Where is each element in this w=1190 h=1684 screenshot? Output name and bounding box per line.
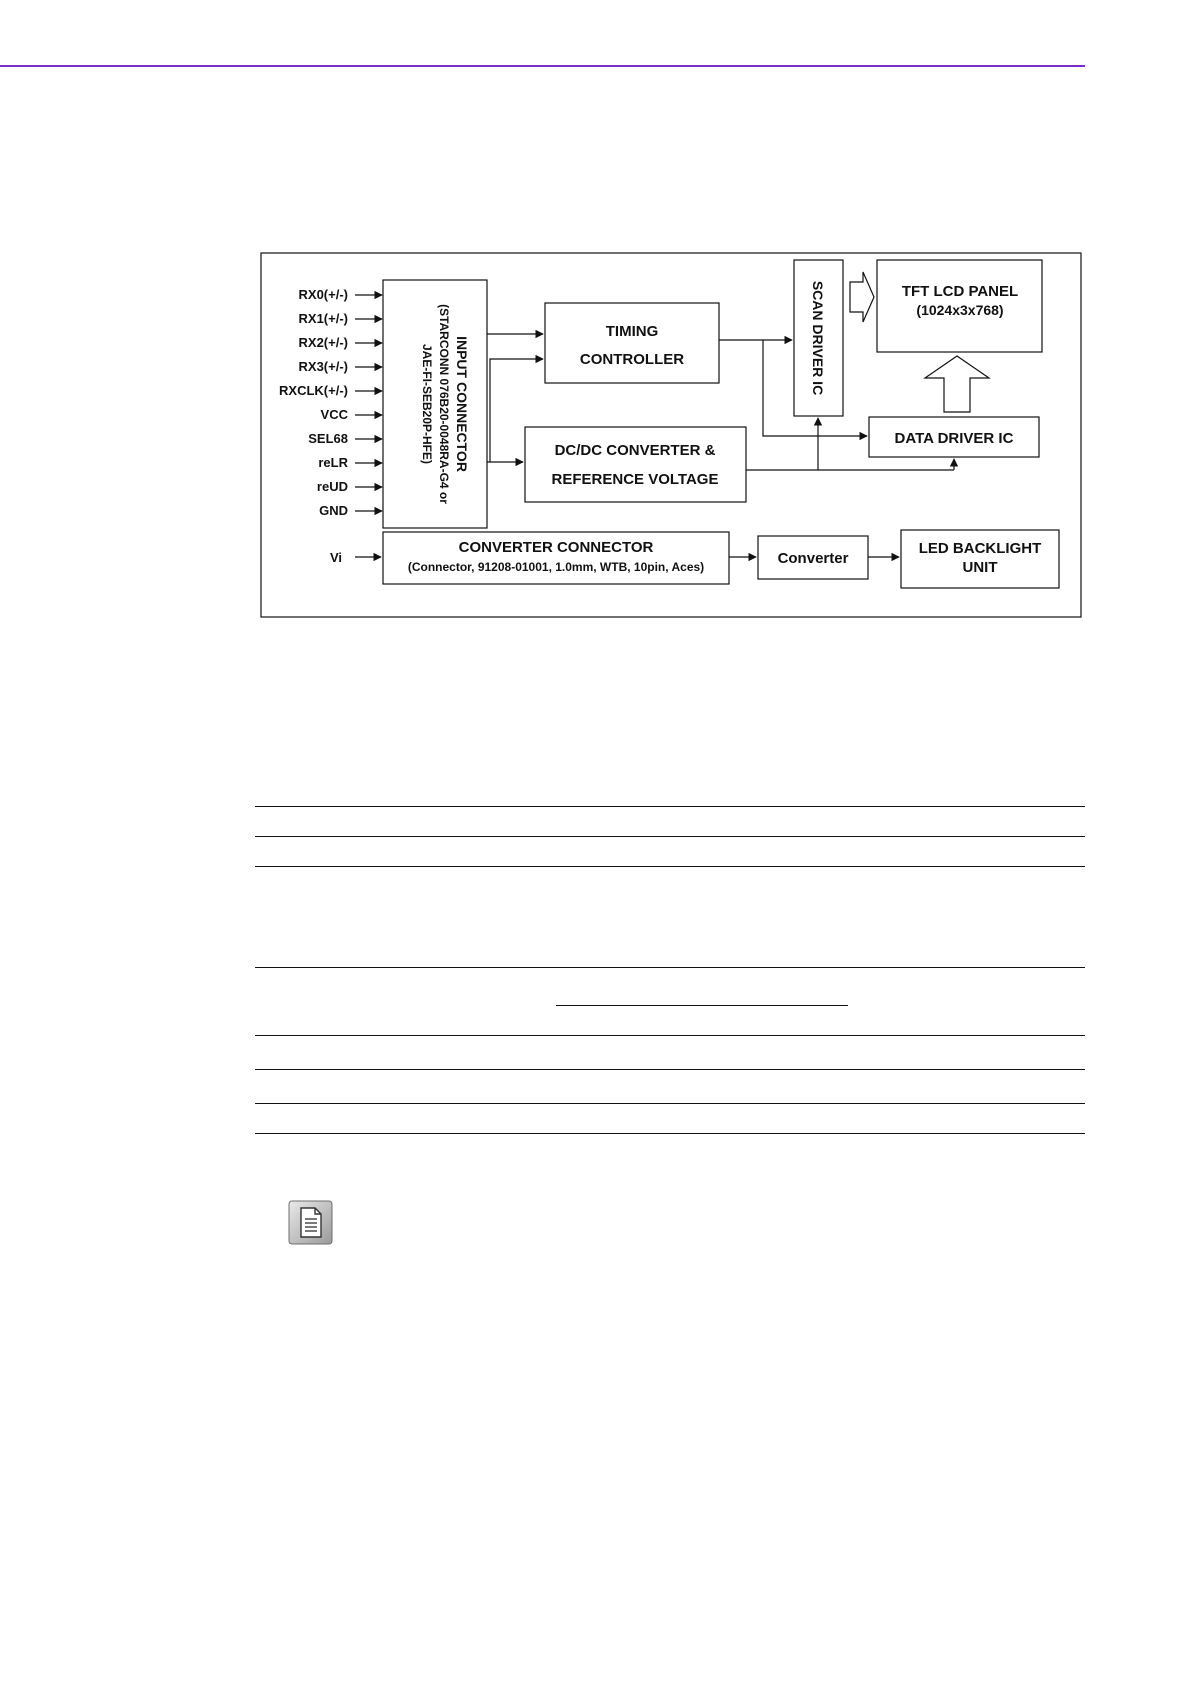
- converter-connector-line2: (Connector, 91208-01001, 1.0mm, WTB, 10pin, Aces): [407, 560, 705, 574]
- timing-controller-line1: TIMING: [605, 323, 659, 340]
- scan-driver-block: [794, 260, 843, 416]
- data-driver-label: DATA DRIVER IC: [894, 430, 1014, 447]
- table-rule-3: [255, 866, 1085, 867]
- vi-label: Vi: [329, 550, 342, 565]
- signal-rxclk-label: RXCLK(+/-): [279, 383, 348, 398]
- tft-panel-line2: (1024x3x768): [916, 302, 1004, 318]
- input-connector-block: [383, 280, 487, 528]
- signal-rx3-label: RX3(+/-): [298, 359, 348, 374]
- converter-connector-line1: CONVERTER CONNECTOR: [458, 539, 654, 556]
- led-backlight-block: [901, 530, 1059, 588]
- input-connector-part-2: JAE-FI-SEB20P-HFE): [420, 343, 434, 465]
- led-backlight-line1: LED BACKLIGHT: [918, 540, 1042, 557]
- table-rule-7: [255, 1103, 1085, 1104]
- block-diagram-svg: [260, 252, 1082, 618]
- signal-sel68-label: SEL68: [308, 431, 348, 446]
- converter-block: [758, 536, 868, 579]
- header-rule: [0, 65, 1085, 67]
- table-rule-5: [255, 1035, 1085, 1036]
- signal-vcc-label: VCC: [320, 407, 348, 422]
- converter-connector-block: [383, 532, 729, 584]
- signal-rx0-label: RX0(+/-): [298, 287, 348, 302]
- dcdc-converter-line2: REFERENCE VOLTAGE: [551, 471, 719, 488]
- table-rule-6: [255, 1069, 1085, 1070]
- dcdc-converter-block: [525, 427, 746, 502]
- table-rule-4: [255, 967, 1085, 968]
- signal-rx2-label: RX2(+/-): [298, 335, 348, 350]
- tft-panel-block: [877, 260, 1042, 352]
- input-connector-part-1: (STARCONN 076B20-0048RA-G4 or: [437, 304, 451, 504]
- input-connector-title: INPUT CONNECTOR: [454, 336, 470, 472]
- timing-controller-block: [545, 303, 719, 383]
- table-inner-underline: [556, 1005, 848, 1006]
- led-backlight-line2: UNIT: [962, 559, 998, 576]
- converter-label: Converter: [777, 550, 849, 567]
- signal-reud-label: reUD: [316, 479, 348, 494]
- dcdc-converter-line1: DC/DC CONVERTER &: [554, 442, 716, 459]
- signal-gnd-label: GND: [319, 503, 348, 518]
- scan-driver-label: SCAN DRIVER IC: [810, 280, 826, 396]
- block-diagram: [260, 252, 1082, 618]
- document-note-icon: [288, 1200, 333, 1245]
- table-rule-bottom: [255, 1133, 1085, 1134]
- data-driver-block: [869, 417, 1039, 457]
- table-rule-2: [255, 836, 1085, 837]
- timing-controller-line2: CONTROLLER: [579, 351, 685, 368]
- signal-relr-label: reLR: [318, 455, 348, 470]
- tft-panel-line1: TFT LCD PANEL: [901, 283, 1019, 300]
- signal-rx1-label: RX1(+/-): [298, 311, 348, 326]
- table-rule-top: [255, 806, 1085, 807]
